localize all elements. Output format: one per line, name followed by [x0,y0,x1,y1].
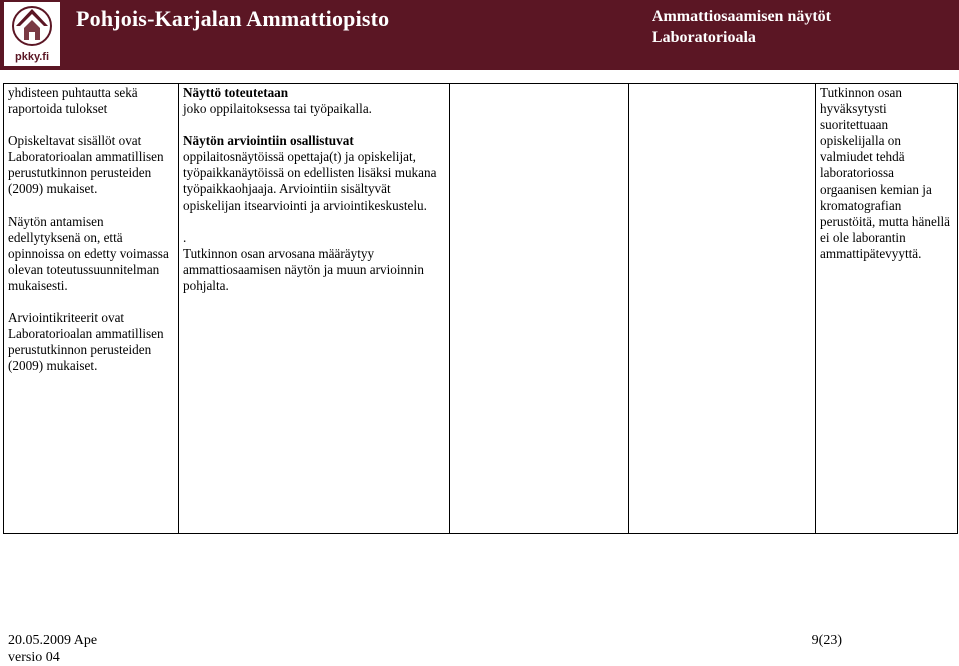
pkky-logo-icon [4,2,60,66]
text-participants: oppilaitosnäytöissä opettaja(t) ja opiskelijat, työpaikkanäytöissä on edellisten lisäksi mukana työpaikkaohjaaja. Arviointiin sisältyvät opiskelijan itsearviointi ja arviointikeskustelu. [183,149,437,213]
table-cell-criteria [4,84,179,534]
logo-text: pkky.fi [14,51,50,63]
paragraph-purity: yhdisteen puhtautta sekä raportoida tulokset [8,85,138,117]
organization-title: Pohjois-Karjalan Ammattiopisto [76,6,390,31]
page-number: 9(23) [811,633,842,648]
assessment-table [3,83,958,534]
paragraph-grade: Tutkinnon osan arvosana määräytyy ammattiosaamisen näytön ja muun arvioinnin pohjalta. [183,245,424,293]
page-header [0,0,959,70]
paragraph-contents: Opiskeltavat sisällöt ovat Laboratorioalan ammatillisen perustutkinnon perusteiden (2009) mukaiset. [8,133,164,197]
heading-execution: Näyttö toteutetaan [183,85,289,100]
table-cell-outcome [816,84,958,534]
table-cell-execution [179,84,450,534]
table-row [4,84,958,534]
footer-date: 20.05.2009 Ape [8,633,98,648]
document-title-line1: Ammattiosaamisen näytöt [651,8,831,25]
document-title-line2: Laboratorioala [651,29,756,46]
paragraph-participants [183,133,445,213]
footer-meta [8,632,97,666]
paragraph-prerequisites: Näytön antamisen edellytyksenä on, että opinnoissa on edetty voimassa olevan toteutussuunnitelman mukaisesti. [8,213,169,293]
document-title [652,6,831,48]
heading-participants: Näytön arviointiin osallistuvat [183,133,354,149]
table-cell-empty-1 [450,84,629,534]
paragraph-outcome: Tutkinnon osan hyväksytysti suoritettuaan opiskelijalla on valmiudet tehdä laboratoriossa orgaanisen kemian ja kromatografian perustöitä, mutta hänellä ei ole laborantin ammattipätevyyttä. [820,85,951,261]
footer-version: versio 04 [8,650,60,665]
table-cell-empty-2 [629,84,816,534]
paragraph-execution [183,85,445,117]
text-execution: joko oppilaitoksessa tai työpaikalla. [183,101,372,117]
separator-dot: . [183,229,187,245]
paragraph-assessment-criteria: Arviointikriteerit ovat Laboratorioalan ammatillisen perustutkinnon perusteiden (2009) mukaiset. [8,310,164,374]
